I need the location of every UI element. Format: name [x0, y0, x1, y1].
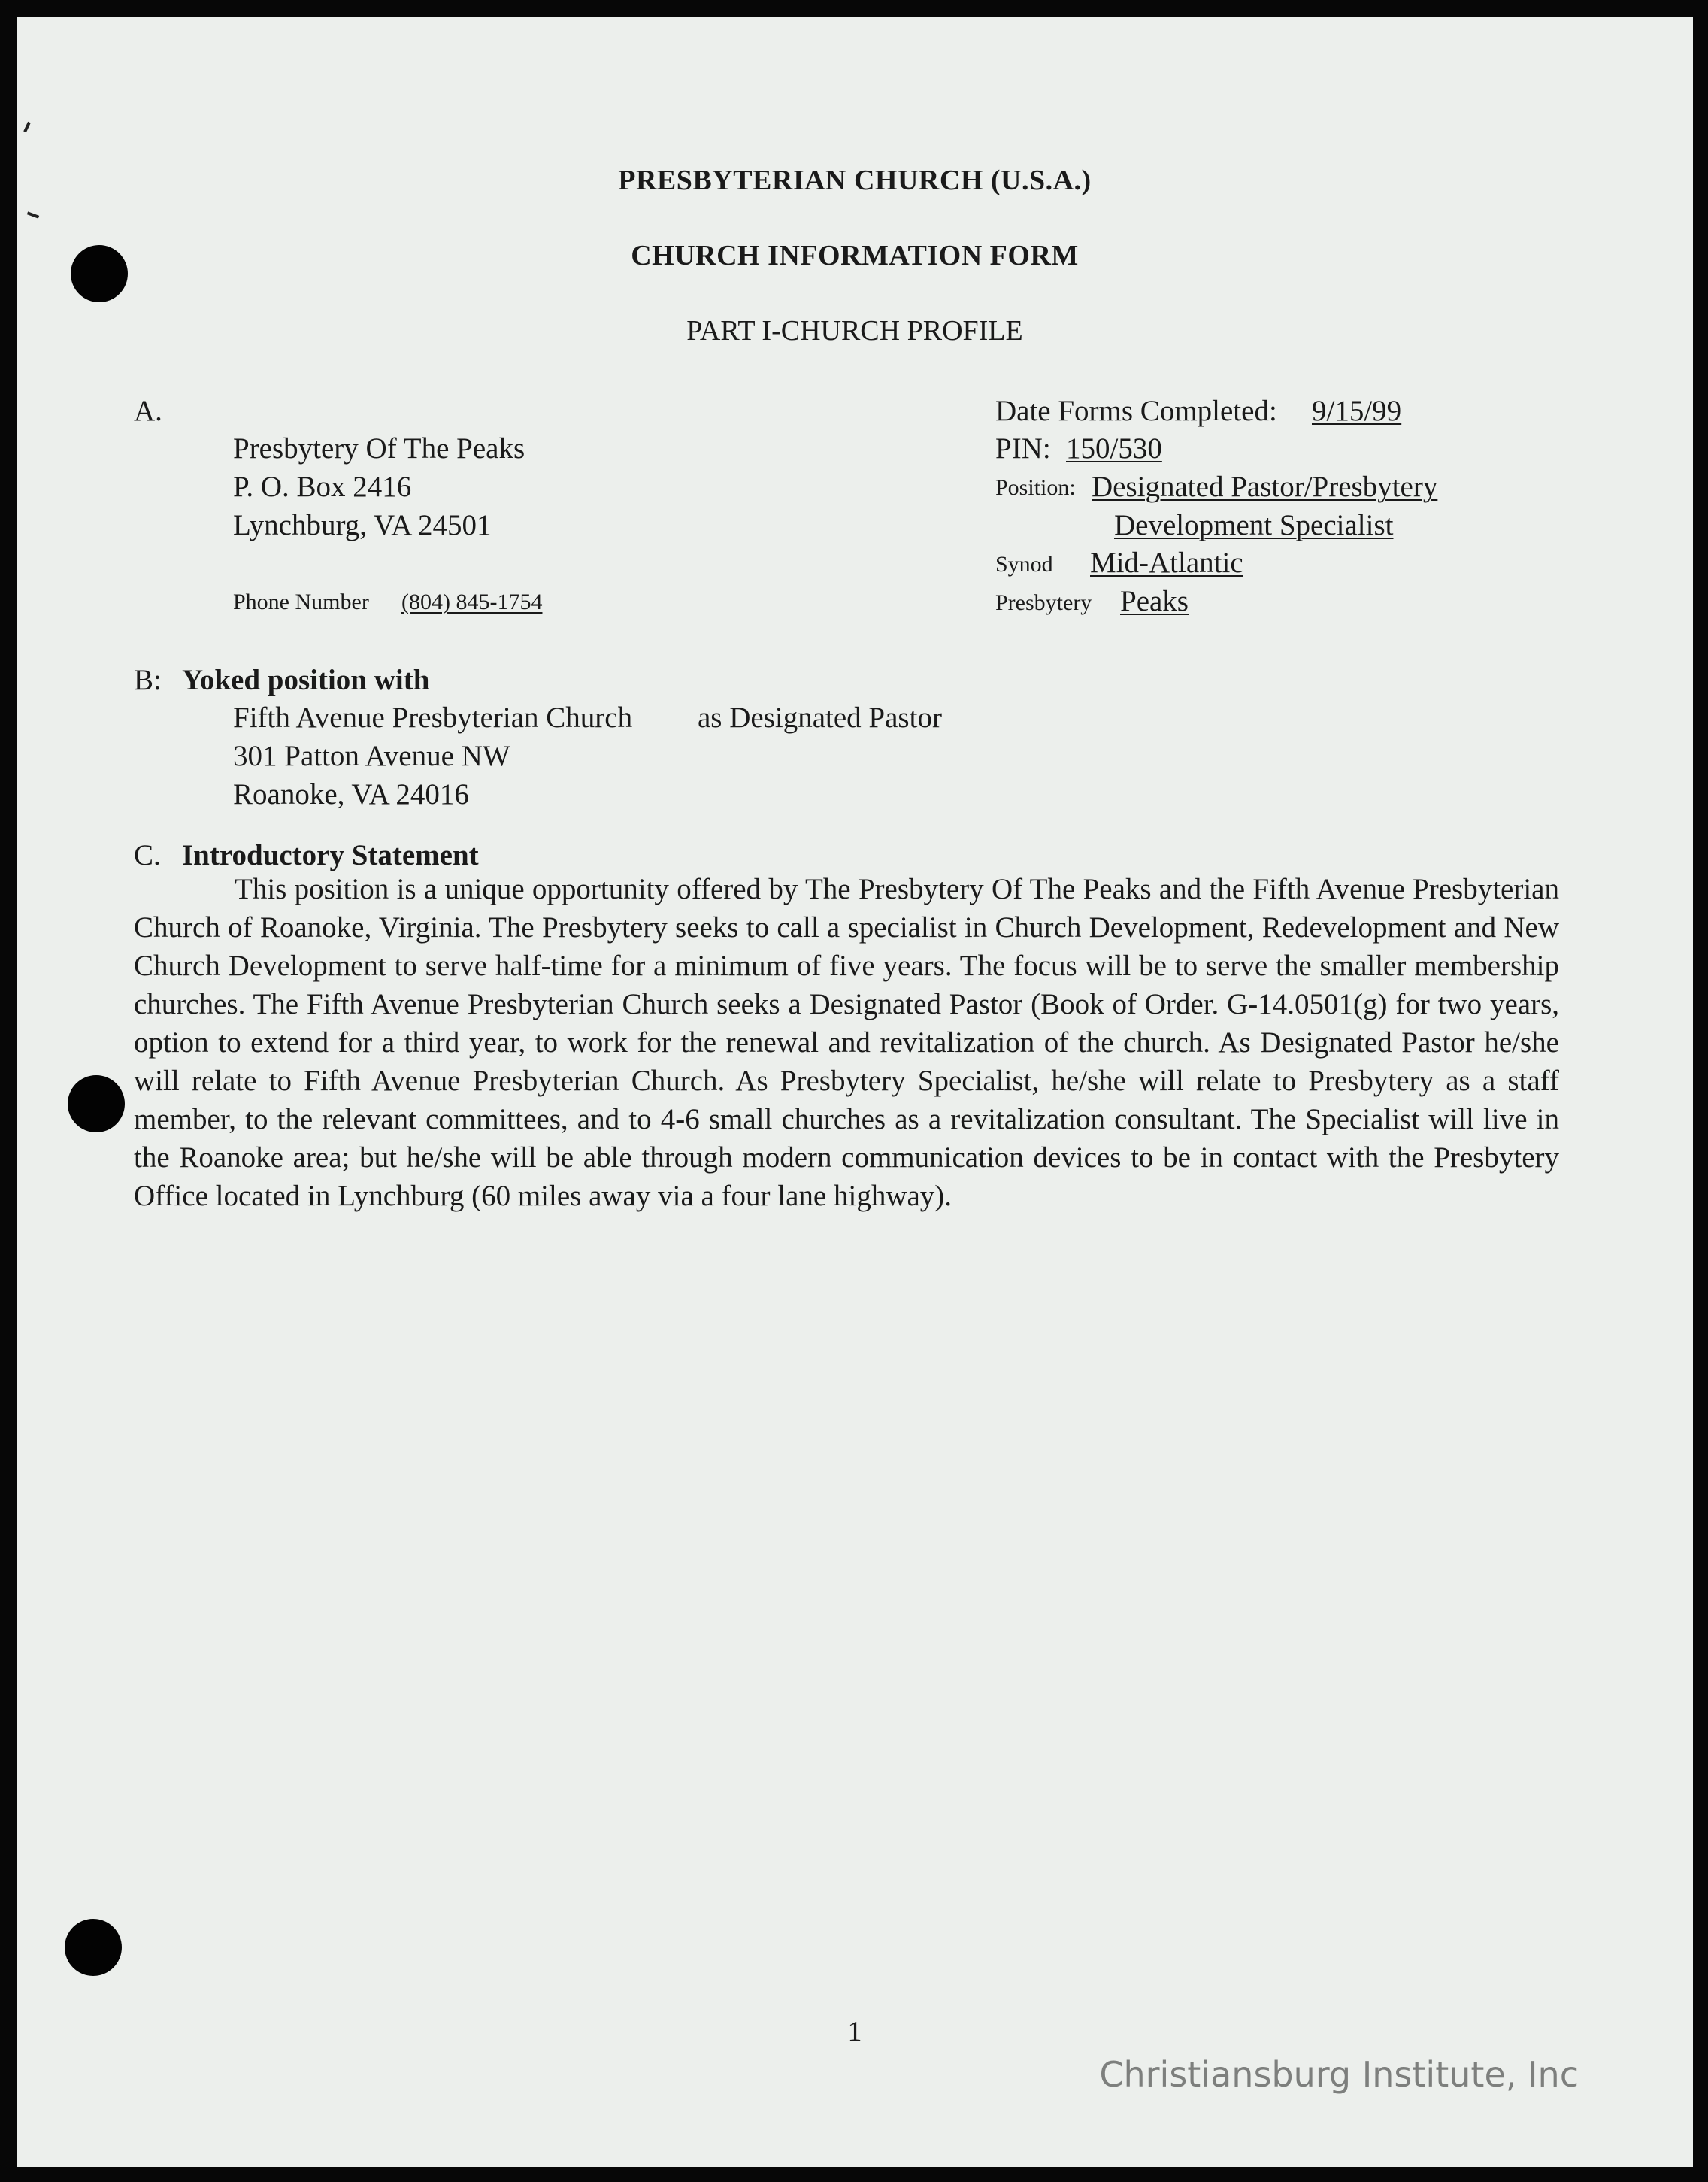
position-value-line1: Designated Pastor/Presbytery	[1092, 471, 1438, 503]
scan-mark	[27, 211, 39, 218]
position-label: Position:	[995, 475, 1076, 500]
address-name: Presbytery Of The Peaks	[233, 432, 525, 465]
section-b-heading: Yoked position with	[182, 664, 430, 696]
page-number: 1	[847, 2016, 862, 2047]
watermark: Christiansburg Institute, Inc	[1099, 2054, 1579, 2095]
address-city: Lynchburg, VA 24501	[233, 509, 492, 541]
yoked-church-name: Fifth Avenue Presbyterian Church	[233, 702, 633, 734]
yoked-church-city: Roanoke, VA 24016	[233, 778, 469, 811]
phone-label: Phone Number	[233, 589, 369, 614]
form-org-title: PRESBYTERIAN CHURCH (U.S.A.)	[618, 165, 1092, 196]
presbytery-label: Presbytery	[995, 590, 1092, 615]
date-label: Date Forms Completed:	[995, 395, 1277, 427]
yoked-church-role: as Designated Pastor	[698, 702, 942, 734]
section-a-marker: A.	[134, 395, 162, 427]
pin-value: 150/530	[1066, 432, 1162, 465]
form-title: CHURCH INFORMATION FORM	[631, 240, 1079, 271]
section-c-marker: C.	[134, 839, 161, 871]
presbytery-value: Peaks	[1120, 585, 1189, 617]
section-b-marker: B:	[134, 664, 162, 696]
synod-label: Synod	[995, 552, 1053, 577]
yoked-church-street: 301 Patton Avenue NW	[233, 740, 510, 772]
document-page	[17, 17, 1693, 2167]
punch-hole-middle	[68, 1075, 125, 1132]
introductory-statement: This position is a unique opportunity offered by The Presbytery Of The Peaks and the Fifth Avenue Presbyterian Church of Roanoke, Virginia. The Presbytery seeks to call a specialist in Church Development, Redevelopment and New Church Development to serve half-time for a minimum of five years. The focus will be to serve the smaller membership churches. The Fifth Avenue Presbyterian Church seeks a Designated Pastor (Book of Order. G-14.0501(g) for two years, option to extend for a third year, to work for the renewal and revitalization of the church. As Designated Pastor he/she will relate to Fifth Avenue Presbyterian Church. As Presbytery Specialist, he/she will relate to Presbytery as a staff member, to the relevant committees, and to 4-6 small churches as a revitalization consultant. The Specialist will live in the Roanoke area; but he/she will be able through modern communication devices to be in contact with the Presbytery Office located in Lynchburg (60 miles away via a four lane highway).	[134, 873, 1559, 1212]
form-part-title: PART I-CHURCH PROFILE	[686, 315, 1023, 347]
scan-mark	[23, 122, 31, 132]
date-value: 9/15/99	[1312, 395, 1402, 427]
section-c-heading: Introductory Statement	[182, 839, 479, 871]
phone-value: (804) 845-1754	[401, 589, 543, 614]
pin-label: PIN:	[995, 432, 1051, 465]
synod-value: Mid-Atlantic	[1090, 547, 1243, 579]
address-box: P. O. Box 2416	[233, 471, 412, 503]
position-value-line2: Development Specialist	[1114, 509, 1394, 541]
punch-hole-bottom	[65, 1919, 122, 1976]
